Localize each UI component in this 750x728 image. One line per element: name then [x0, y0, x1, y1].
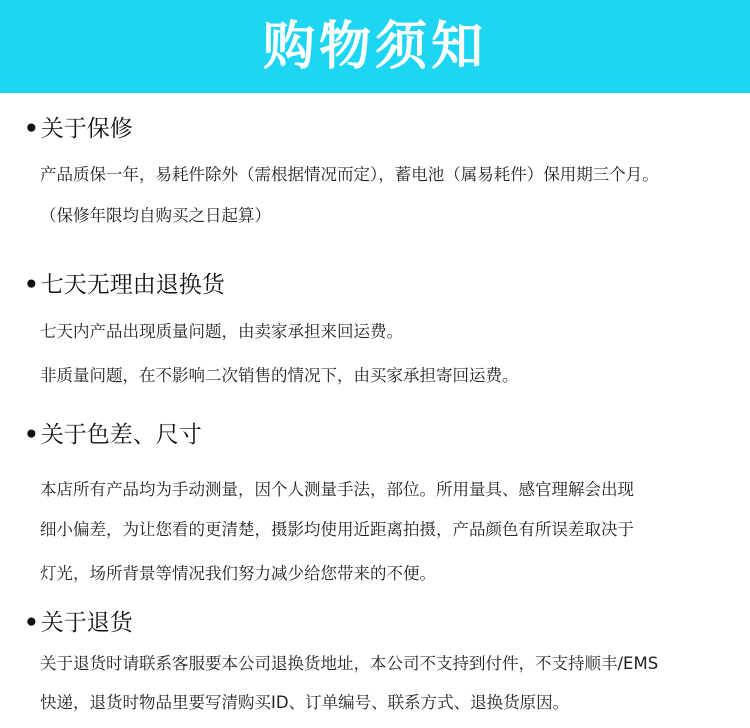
body-line: 产品质保一年，易耗件除外（需根据情况而定），蓄电池（属易耗件）保用期三个月。 — [40, 165, 659, 184]
header-banner — [0, 0, 750, 93]
body-line: 灯光，场所背景等情况我们努力减少给您带来的不便。 — [40, 564, 436, 583]
body-line: 七天内产品出现质量问题，由卖家承担来回运费。 — [40, 322, 403, 341]
section-heading: 关于保修 — [40, 116, 133, 142]
bullet-icon: • — [24, 422, 39, 448]
body-line: 本店所有产品均为手动测量，因个人测量手法，部位。所用量具、感官理解会出现 — [40, 480, 634, 499]
body-line: （保修年限均自购买之日起算） — [40, 206, 271, 225]
body-line: 快递，退货时物品里要写清购买ID、订单编号、联系方式、退换货原因。 — [40, 693, 570, 712]
body-line: 细小偏差，为让您看的更清楚，摄影均使用近距离拍摄，产品颜色有所误差取决于 — [40, 520, 634, 539]
bullet-icon: • — [24, 116, 39, 142]
body-line: 关于退货时请联系客服要本公司退换货地址，本公司不支持到付件，不支持顺丰/EMS — [40, 654, 659, 673]
page-title: 购物须知 — [262, 16, 487, 77]
bullet-icon: • — [24, 610, 39, 636]
section-title-warranty — [24, 118, 133, 141]
bullet-icon: • — [24, 272, 39, 298]
section-heading: 关于退货 — [40, 610, 133, 636]
section-title-color-size — [24, 424, 202, 447]
section-heading: 关于色差、尺寸 — [40, 422, 202, 448]
section-heading: 七天无理由退换货 — [40, 272, 225, 298]
section-title-returns — [24, 612, 133, 635]
body-line: 非质量问题，在不影响二次销售的情况下，由买家承担寄回运费。 — [40, 366, 519, 385]
section-title-returns-7-days — [24, 274, 225, 297]
